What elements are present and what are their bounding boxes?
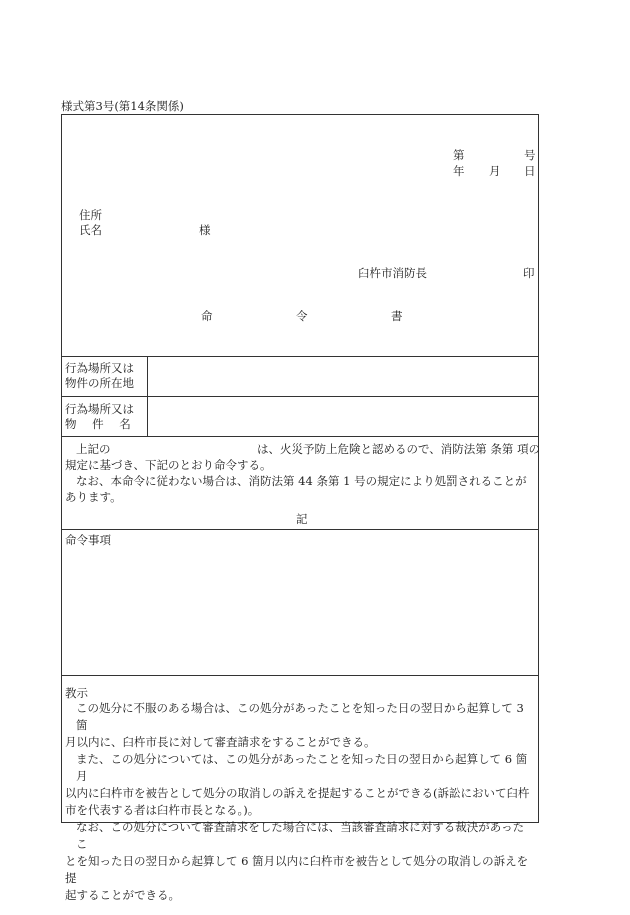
divider [62, 396, 538, 397]
order-text-line2: 規定に基づき、下記のとおり命令する。 [65, 458, 272, 472]
seal-mark: 印 [523, 266, 535, 280]
order-text-line1-part2: は、火災予防上危険と認めるので、消防法第 条第 項の [257, 442, 541, 456]
notice-line: この処分に不服のある場合は、この処分があったことを知った日の翌日から起算して 3 箇 [76, 701, 524, 732]
divider [62, 675, 538, 676]
divider [62, 529, 538, 530]
date-year: 年 [453, 164, 465, 178]
notice-line: また、この処分については、この処分があったことを知った日の翌日から起算して 6 箇月 [76, 752, 528, 783]
date-day: 日 [524, 164, 536, 178]
order-form [61, 114, 541, 902]
notice-line: 以内に臼杵市を被告として処分の取消しの訴えを提起することができる(訴訟において臼杵 [65, 786, 530, 800]
title-char-2: 令 [296, 309, 308, 323]
notice-line: 月以内に、臼杵市長に対して審査請求をすることができる。 [65, 735, 376, 749]
number-prefix: 第 [453, 148, 465, 162]
order-items-label: 命令事項 [65, 533, 111, 547]
title-char-3: 書 [391, 309, 403, 323]
notice-line: 市を代表する者は臼杵市長となる。)。 [65, 803, 260, 817]
notice-line: とを知った日の翌日から起算して 6 箇月以内に臼杵市を被告として処分の取消しの訴えを提 [65, 854, 529, 885]
order-text-line1-part1: 上記の [76, 442, 111, 456]
notice-body [65, 700, 534, 904]
order-text-line3: なお、本命令に従わない場合は、消防法第 44 条第 1 号の規定により処罰されることが [76, 474, 527, 488]
notice-line: なお、この処分について審査請求をした場合には、当該審査請求に対する裁決があったこ [76, 820, 525, 851]
honorific: 様 [199, 223, 211, 237]
divider [62, 356, 538, 357]
title-char-1: 命 [201, 309, 213, 323]
location-label-line2: 物件の所在地 [65, 376, 134, 390]
location-label-line1: 行為場所又は [65, 361, 134, 375]
divider [62, 436, 538, 437]
issuer-name: 臼杵市消防長 [358, 266, 427, 280]
notice-label: 教示 [65, 686, 88, 700]
notice-line: 起することができる。 [65, 888, 180, 902]
object-label-line2: 物 件 名 [65, 417, 131, 431]
order-text-line4: あります。 [65, 490, 122, 504]
ki-mark: 記 [296, 512, 308, 526]
address-label: 住所 [79, 208, 102, 222]
number-suffix: 号 [524, 148, 536, 162]
name-label: 氏名 [79, 223, 102, 237]
form-number-label: 様式第3号(第14条関係) [61, 99, 184, 113]
date-month: 月 [489, 164, 501, 178]
object-label-line1: 行為場所又は [65, 402, 134, 416]
